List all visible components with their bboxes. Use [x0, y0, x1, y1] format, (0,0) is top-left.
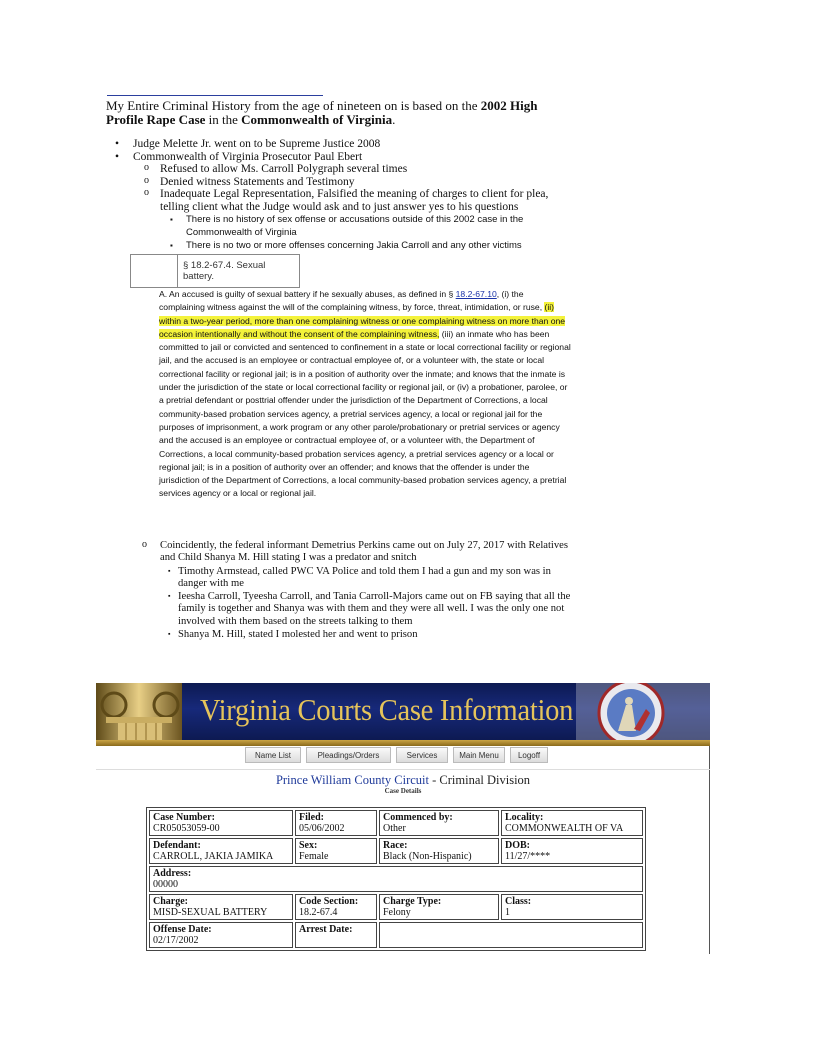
intro-paragraph	[106, 99, 576, 127]
intro-bold-case: 2002 High Profile Rape Case	[106, 98, 538, 127]
cell-label: Arrest Date:	[299, 924, 353, 935]
sub-bullet-legal-rep-text: Inadequate Legal Representation, Falsified the meaning of charges to client for plea, telling client what the Judge would ask and to just answer yes to his questions	[160, 188, 549, 213]
cell-label: Code Section:	[299, 896, 359, 907]
bullet-prosecutor	[106, 151, 576, 253]
cell-value: 02/17/2002	[153, 935, 199, 946]
cell-label: Class:	[505, 896, 532, 907]
statute-title-box	[130, 254, 300, 288]
intro-bold-commonwealth: Commonwealth of Virginia	[241, 112, 393, 127]
cell-arrest-date	[295, 922, 377, 948]
cell-value: 11/27/****	[505, 851, 551, 862]
court-heading	[96, 773, 710, 788]
table-row	[149, 810, 643, 836]
statute-title: § 18.2-67.4. Sexual battery.	[183, 260, 266, 282]
coincidence-bullet: o Coincidently, the federal informant Demetrius Perkins came out on July 27, 2017 with Relatives and Child Shanya M. Hill stating I was a predator and snitch	[140, 540, 580, 565]
cell-charge	[149, 894, 293, 920]
list-item-text: Timothy Armstead, called PWC VA Police and told them I had a gun and my son was in danger with me	[178, 565, 551, 589]
cell-value: Female	[299, 851, 329, 862]
intro-text: .	[392, 112, 396, 127]
cell-empty	[379, 922, 643, 948]
statute-part: A. An accused is guilty of sexual battery if he sexually abuses, as defined in §	[159, 289, 456, 299]
list-item-text: Ieesha Carroll, Tyeesha Carroll, and Tania Carroll-Majors came out on FB saying that all the family is together and Shanya was with them and they were all well. I was the only one not involved with them based on the streets talking to them	[178, 591, 571, 627]
cell-value: 05/06/2002	[299, 823, 345, 834]
sub-bullet-polygraph: o Refused to allow Ms. Carroll Polygraph several times	[133, 163, 576, 176]
coincidence-section	[140, 540, 580, 641]
column-icon	[96, 683, 182, 740]
cell-label: Defendant:	[153, 840, 201, 851]
case-details-table	[146, 807, 646, 951]
cell-offense-date	[149, 922, 293, 948]
statute-highlight: (ii) within a two-year period, more than one complaining witness or one complaining witness on more than one occasion intentionally and without the consent of the complaining witness,	[159, 302, 566, 339]
cell-value: Black (Non-Hispanic)	[383, 851, 472, 862]
intro-text: in the	[205, 112, 242, 127]
list-item	[140, 590, 580, 628]
cell-label: Race:	[383, 840, 408, 851]
sub-bullet-legal-rep	[133, 188, 576, 252]
cell-label: Sex:	[299, 840, 318, 851]
cell-dob	[501, 838, 643, 864]
bullet-prosecutor-text: Commonwealth of Virginia Prosecutor Paul Ebert	[133, 150, 363, 163]
square-bullet-icon: ▪	[168, 630, 171, 639]
cell-label: Case Number:	[153, 812, 215, 823]
cell-value: Felony	[383, 907, 411, 918]
cell-label: DOB:	[505, 840, 530, 851]
cell-locality	[501, 810, 643, 836]
case-details-heading: Case Details	[384, 787, 422, 795]
coincidence-sublist	[140, 565, 580, 642]
sub-sub-bullet-history: ▪ There is no history of sex offense or accusations outside of this 2002 case in the Commonwealth of Virginia	[160, 213, 576, 239]
pleadings-orders-button[interactable]: Pleadings/Orders	[306, 747, 391, 763]
cell-case-number	[149, 810, 293, 836]
prosecutor-sublist	[133, 163, 576, 252]
main-menu-button[interactable]: Main Menu	[453, 747, 505, 763]
banner-gold-rule	[96, 740, 710, 746]
cell-value: MISD-SEXUAL BATTERY	[153, 907, 268, 918]
statute-part: , (i) the complaining witness against the will of the complaining witness, by force, threat, intimidation, or ruse,	[159, 289, 545, 313]
main-bullet-list	[106, 138, 576, 252]
cell-address	[149, 866, 643, 892]
square-bullet-icon: ▪	[168, 592, 171, 601]
logoff-button[interactable]: Logoff	[510, 747, 548, 763]
intro-text: My Entire Criminal History from the age of nineteen on is based on the	[106, 98, 481, 113]
statute-part: (iii) an inmate who has been committed to jail or convicted and sentenced to confinement in a state or local correctional facility or regional jail, and the accused is an employee or contractual employee of, or a volunteer with, the state or local correctional facility or regional jail; is in a position of authority over the inmate; and knows that the inmate is under the jurisdiction of the state or local correctional facility or regional jail, or (iv) a probationer, parolee, or a pretrial defendant or posttrial offender under the jurisdiction of the Department of Corrections, a local community-based probation services agency, a pretrial services agency, a local or regional jail for the purposes of imprisonment, a work program or any other parole/probationary or pretrial services or agency and the accused is an employee or contractual employee of, or a volunteer with, the Department of Corrections, a local community-based probation services agency, a pretrial services agency or a local or regional jail; is in a position of authority over an offender; and knows that the offender is under the jurisdiction of the Department of Corrections, a local community-based probation services agency, a pretrial services agency or a local or regional jail.	[159, 328, 571, 499]
court-name: Prince William County Circuit	[275, 773, 430, 787]
table-row	[149, 922, 643, 948]
list-item	[140, 628, 580, 641]
cell-code-section	[295, 894, 377, 920]
cell-label: Commenced by:	[383, 812, 453, 823]
cell-value: COMMONWEALTH OF VA	[505, 823, 624, 834]
vc-banner	[96, 683, 710, 740]
sub-bullet-witness: o Denied witness Statements and Testimony	[133, 176, 576, 189]
top-rule	[107, 95, 323, 96]
cell-filed	[295, 810, 377, 836]
virginia-seal-icon	[576, 683, 710, 740]
cell-value: 00000	[153, 879, 178, 890]
statute-text	[159, 288, 571, 501]
square-bullet-icon: ▪	[168, 566, 171, 575]
table-row	[149, 866, 643, 892]
cell-label: Filed:	[299, 812, 324, 823]
cell-label: Address:	[153, 868, 192, 879]
cell-charge-type	[379, 894, 499, 920]
cell-label: Charge Type:	[383, 896, 442, 907]
nav-divider	[96, 769, 710, 770]
cell-defendant	[149, 838, 293, 864]
sub-sub-bullet-offenses: ▪ There is no two or more offenses concerning Jakia Carroll and any other victims	[160, 239, 576, 252]
statute-box-divider	[177, 255, 178, 287]
list-item	[140, 565, 580, 591]
list-item-text: Shanya M. Hill, stated I molested her and went to prison	[178, 629, 418, 641]
table-row	[149, 894, 643, 920]
legal-rep-sublist	[160, 213, 576, 252]
cell-value: CARROLL, JAKIA JAMIKA	[153, 851, 274, 862]
banner-title: Virginia Courts Case Information	[200, 692, 574, 727]
cell-sex	[295, 838, 377, 864]
statute-link[interactable]: 18.2-67.10	[455, 289, 497, 299]
cell-commenced	[379, 810, 499, 836]
name-list-button[interactable]: Name List	[245, 747, 301, 763]
cell-class	[501, 894, 643, 920]
cell-race	[379, 838, 499, 864]
cell-value: CR05053059-00	[153, 823, 220, 834]
bullet-judge: • Judge Melette Jr. went on to be Supreme Justice 2008	[106, 138, 576, 151]
court-division: - Criminal Division	[429, 773, 531, 787]
cell-label: Locality:	[505, 812, 544, 823]
table-row	[149, 838, 643, 864]
cell-label: Charge:	[153, 896, 188, 907]
services-button[interactable]: Services	[396, 747, 448, 763]
cell-value: Other	[383, 823, 406, 834]
cell-value: 18.2-67.4	[299, 907, 338, 918]
cell-label: Offense Date:	[153, 924, 212, 935]
cell-value: 1	[505, 907, 510, 918]
